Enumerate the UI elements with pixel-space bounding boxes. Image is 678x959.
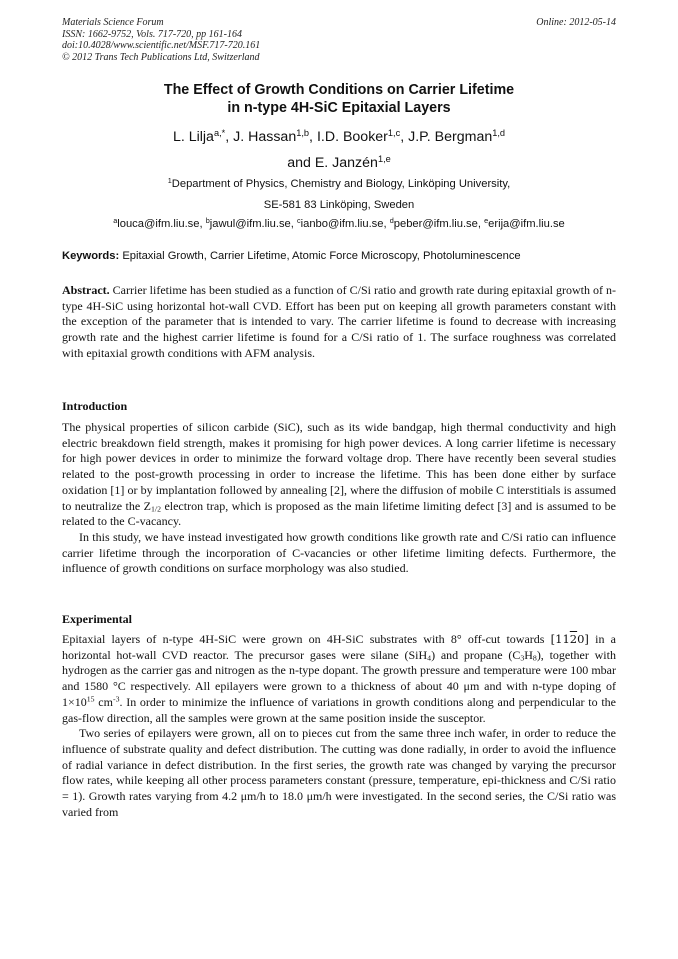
exp-text-run: . In order to minimize the influence of variations in growth conditions along and perpendicular to the gas-flow direction, all the samples were grown at the same position inside the susceptor. [62,694,616,725]
author-line-1 [62,124,616,150]
affiliation-line-2: SE-581 83 Linköping, Sweden [263,198,415,211]
author-affil-mark: a,* [213,127,226,138]
author-name: J. Hassan [233,129,297,145]
keywords-label: Keywords: [62,250,120,262]
author-affil-mark: 1,b [296,127,310,138]
email-address[interactable]: louca@ifm.liu.se [117,218,200,230]
exp-text-run: in a horizontal hot-wall CVD reactor. The precursor gases were silane (SiH [62,632,616,662]
copyright-line: © 2012 Trans Tech Publications Ltd, Switzerland [62,51,260,63]
exp-paragraph-1 [62,632,616,726]
email-list: $^a$louca@ifm.liu.se, $^b$jawul@ifm.liu.se, $^c$ianbo@ifm.liu.se, $^d$peber@ifm.liu.se, $^e$erija@ifm.liu.se [113,216,565,230]
exponent-cm: -3 [112,694,120,704]
author-list [62,124,616,176]
author-affil-mark: 1,c [387,127,401,138]
author-line-2 [62,150,616,176]
h8-subscript: 8 [532,653,537,663]
journal-header [62,17,260,63]
exp-text-run: ) and propane (C [431,647,521,662]
keywords-line [62,248,616,264]
author-name: and E. Janzén [287,155,378,171]
title-line-2: in n-type 4H-SiC Epitaxial Layers [227,100,451,116]
affiliation-mark: 1 [167,176,172,185]
author-separator: , [309,129,317,145]
exponent-15: 15 [86,694,95,704]
affiliation [62,174,616,215]
abstract-text: Carrier lifetime has been studied as a function of C/Si ratio and growth rate during epitaxial growth of n-type 4H-SiC using horizontal hot-wall CVD. Effort has been put on keeping all growth parameters constant with the exception of the parameter that is intended to vary. The carrier lifetime is found to decrease with increasing growth rate and the highest carrier lifetime is found for a C/Si ratio of 1. The surface roughness was correlated with epitaxial growth conditions with AFM analysis. [62,283,616,360]
miller-part: [11 [550,632,570,646]
author-separator: , [400,129,409,145]
introduction-heading: Introduction [62,399,128,413]
doi-line[interactable]: doi:10.4028/www.scientific.net/MSF.717-720.161 [62,40,261,52]
email-mark: e [484,216,489,225]
miller-index [551,632,589,646]
journal-name: Materials Science Forum [62,17,164,28]
affiliation-text: Department of Physics, Chemistry and Biology, Linköping University, [171,178,511,190]
author-name: I.D. Booker [316,129,388,145]
exp-text-run: cm [94,694,113,709]
experimental-body [62,632,616,820]
author-affil-mark: 1,e [377,153,391,164]
experimental-heading: Experimental [62,612,132,626]
intro-paragraph-2: In this study, we have instead investigated how growth conditions like growth rate and C/Si ratio can influence carrier lifetime through the incorporation of C-vacancies or other lifetime limiting defects. Furthermore, the influence of growth conditions on surface morphology was also studied. [62,529,616,576]
email-address[interactable]: erija@ifm.liu.se [488,218,565,230]
exp-text-run: H [524,647,533,662]
z-subscript: 1/2 [151,504,161,514]
intro-paragraph-1 [62,420,616,530]
intro-text-run: The physical properties of silicon carbide (SiC), such as its wide bandgap, high thermal conductivity and high electric breakdown field strength, makes it promising for high power devices. A long carrier lifetime is necessary for high power devices in order to minimize the forward voltage drop. There have recently been several studies related to the post-growth processing in order to increase the lifetime. This has been done either by surface oxidation [1] or by implantation followed by annealing [2], where the diffusion of mobile C interstitials is assumed to neutralize the Z [62,420,616,513]
intro-text-run: electron trap, which is proposed as the main lifetime limiting defect [3] and is assumed to be related to the C-vacancy. [62,498,616,529]
miller-bar-digit: 2 [569,632,578,646]
email-mark: a [113,216,118,225]
email-mark: b [205,216,210,225]
email-address[interactable]: ianbo@ifm.liu.se [300,218,384,230]
author-separator: , [225,129,234,145]
email-address[interactable]: jawul@ifm.liu.se [209,218,291,230]
email-address[interactable]: peber@ifm.liu.se [393,218,478,230]
exp-text-run: ), together with hydrogen as the carrier gas and nitrogen as the n-type dopant. The growth pressure and temperature were 100 mbar and 1580 °C respectively. All epilayers were grown to a thickness of about 40 μm and with n-type doping of 1×10 [62,647,616,709]
keywords-text: Epitaxial Growth, Carrier Lifetime, Atomic Force Microscopy, Photoluminescence [122,250,521,262]
affiliation-line-1 [62,174,616,195]
c3-subscript: 3 [520,653,525,663]
miller-part: 0] [577,632,589,646]
online-date: Online: 2012-05-14 [536,17,616,28]
paper-title [62,81,616,117]
email-mark: d [389,216,394,225]
introduction-body [62,420,616,577]
title-line-1: The Effect of Growth Conditions on Carrier Lifetime [163,82,515,98]
email-mark: c [296,216,301,225]
abstract-label: Abstract. [62,283,110,297]
abstract-paragraph [62,283,616,362]
author-name: L. Lilja [172,129,214,145]
exp-text-run: Epitaxial layers of n-type 4H-SiC were grown on 4H-SiC substrates with 8° off-cut towards [62,632,551,646]
issn-line: ISSN: 1662-9752, Vols. 717-720, pp 161-164 [62,28,242,40]
sih4-subscript: 4 [427,653,432,663]
author-name: J.P. Bergman [408,129,493,145]
author-affil-mark: 1,d [492,127,506,138]
exp-paragraph-2: Two series of epilayers were grown, all on to pieces cut from the same three inch wafer, in order to reduce the influence of substrate quality and defect distribution. The cutting was done radially, in order to avoid the influence of radial variance in defect distribution. In the first series, the growth rate was changed by varying the precursor flow rates, while keeping all other process parameters constant (pressure, temperature, epi-thickness and C/Si ratio = 1). Growth rates varying from 4.2 μm/h to 18.0 μm/h were investigated. In the second series, the C/Si ratio was varied from [62,726,616,819]
